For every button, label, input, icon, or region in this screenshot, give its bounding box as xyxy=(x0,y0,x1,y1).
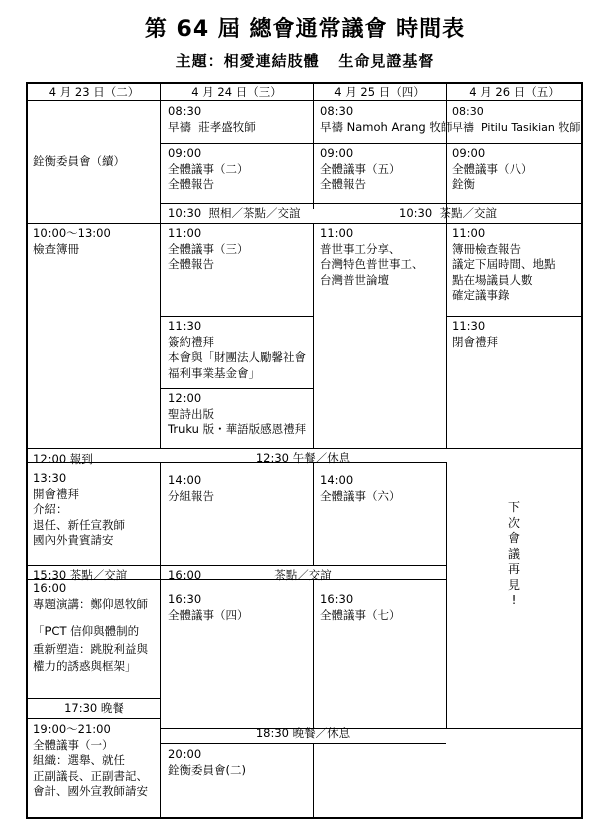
col-divider xyxy=(313,579,314,728)
span-dinner-break: 18:30 晚餐／休息 xyxy=(255,726,351,740)
row-divider xyxy=(28,565,446,566)
span-tea-break-1600: 茶點／交誼 xyxy=(274,568,332,582)
col-divider xyxy=(446,462,447,728)
session-closing-worship: 11:30 閉會禮拜 xyxy=(452,319,498,349)
row-divider xyxy=(28,698,160,699)
span-tea-break-1030: 10:30 茶點／交誼 xyxy=(399,206,497,220)
session-register-check: 10:00～13:00 檢查簿冊 xyxy=(33,226,111,256)
session-nominating-committee-2: 20:00 銓衡委員會(二) xyxy=(168,747,246,777)
session-signing-worship: 11:30 簽約禮拜 本會與「財團法人勵馨社會 福利事業基金會」 xyxy=(168,319,306,380)
row-divider xyxy=(446,316,583,317)
session-morning-prayer-26: 08:30 早禱 Pitilu Tasikian 牧師 xyxy=(452,105,581,134)
session-1600: 16:00 xyxy=(168,568,202,582)
row-divider xyxy=(160,316,313,317)
col-divider xyxy=(313,84,314,209)
header-day-2: 4 月 24 日（三） xyxy=(191,85,282,99)
session-plenary-1: 19:00～21:00 全體議事（一） 組織：選舉、就任 正副議長、正副書記、 會計、國外宣教師請安 xyxy=(33,722,148,798)
session-plenary-7: 16:30 全體議事（七） xyxy=(320,592,401,622)
col-divider xyxy=(446,84,447,448)
header-day-4: 4 月 26 日（五） xyxy=(469,85,560,99)
col-divider xyxy=(313,743,314,819)
row-divider xyxy=(160,143,583,144)
session-plenary-8: 09:00 全體議事（八） 銓衡 xyxy=(452,146,533,191)
keynote-topic: 「PCT 信仰與體制的 重新塑造：跳脫利益與 權力的誘惑與框架」 xyxy=(33,624,148,673)
page-subtitle: 主題：相愛連結肢體 生命見證基督 xyxy=(175,52,435,70)
session-register-report: 11:00 簿冊檢查報告 議定下屆時間、地點 點在場議員人數 確定議事錄 xyxy=(452,226,556,302)
row-divider xyxy=(28,100,583,101)
schedule-table xyxy=(26,82,583,819)
session-plenary-2: 09:00 全體議事（二） 全體報告 xyxy=(168,146,249,191)
session-keynote: 16:00 專題演講：鄭仰恩牧師 xyxy=(33,581,148,611)
span-lunch-break: 12:30 午餐／休息 xyxy=(255,451,351,465)
col-divider xyxy=(313,223,314,448)
session-morning-prayer-24: 08:30 早禱 莊孝盛牧師 xyxy=(168,104,256,134)
session-plenary-5: 09:00 全體議事（五） 全體報告 xyxy=(320,146,401,191)
session-plenary-4: 16:30 全體議事（四） xyxy=(168,592,249,622)
row-divider xyxy=(28,718,160,719)
col-divider xyxy=(160,84,161,448)
header-day-3: 4 月 25 日（四） xyxy=(334,85,425,99)
header-day-1: 4 月 23 日（二） xyxy=(48,85,140,99)
page-title: 第 64 屆 總會通常議會 時間表 xyxy=(144,17,466,42)
row-divider xyxy=(28,223,583,224)
session-dinner: 17:30 晚餐 xyxy=(64,701,124,715)
session-tea-break: 15:30 茶點／交誼 xyxy=(33,568,128,582)
session-ecumenical: 11:00 普世事工分享、 台灣特色普世事工、 台灣普世論壇 xyxy=(320,226,424,287)
col-divider xyxy=(313,462,314,565)
session-group-reports: 14:00 分組報告 xyxy=(168,473,214,503)
session-plenary-3: 11:00 全體議事（三） 全體報告 xyxy=(168,226,249,271)
row-divider xyxy=(160,743,446,744)
session-hymnal-release: 12:00 聖詩出版 Truku 版・華語版感恩禮拜 xyxy=(168,391,307,436)
col-divider xyxy=(160,462,161,819)
session-plenary-6: 14:00 全體議事（六） xyxy=(320,473,401,503)
see-you-next-assembly: 下 次 會 議 再 見 ! xyxy=(507,500,520,607)
row-divider xyxy=(160,203,583,204)
session-morning-prayer-25: 08:30 早禱 Namoh Arang 牧師 xyxy=(320,104,453,134)
row-divider xyxy=(28,448,583,449)
row-divider xyxy=(160,388,313,389)
session-nominating-committee: 銓衡委員會（續） xyxy=(33,154,125,168)
session-registration: 12:00 報到 xyxy=(33,452,93,466)
session-photo-tea: 10:30 照相／茶點／交誼 xyxy=(168,206,301,220)
session-opening-worship: 13:30 開會禮拜 介紹： 退任、新任宣教師 國內外貴賓請安 xyxy=(33,471,125,547)
